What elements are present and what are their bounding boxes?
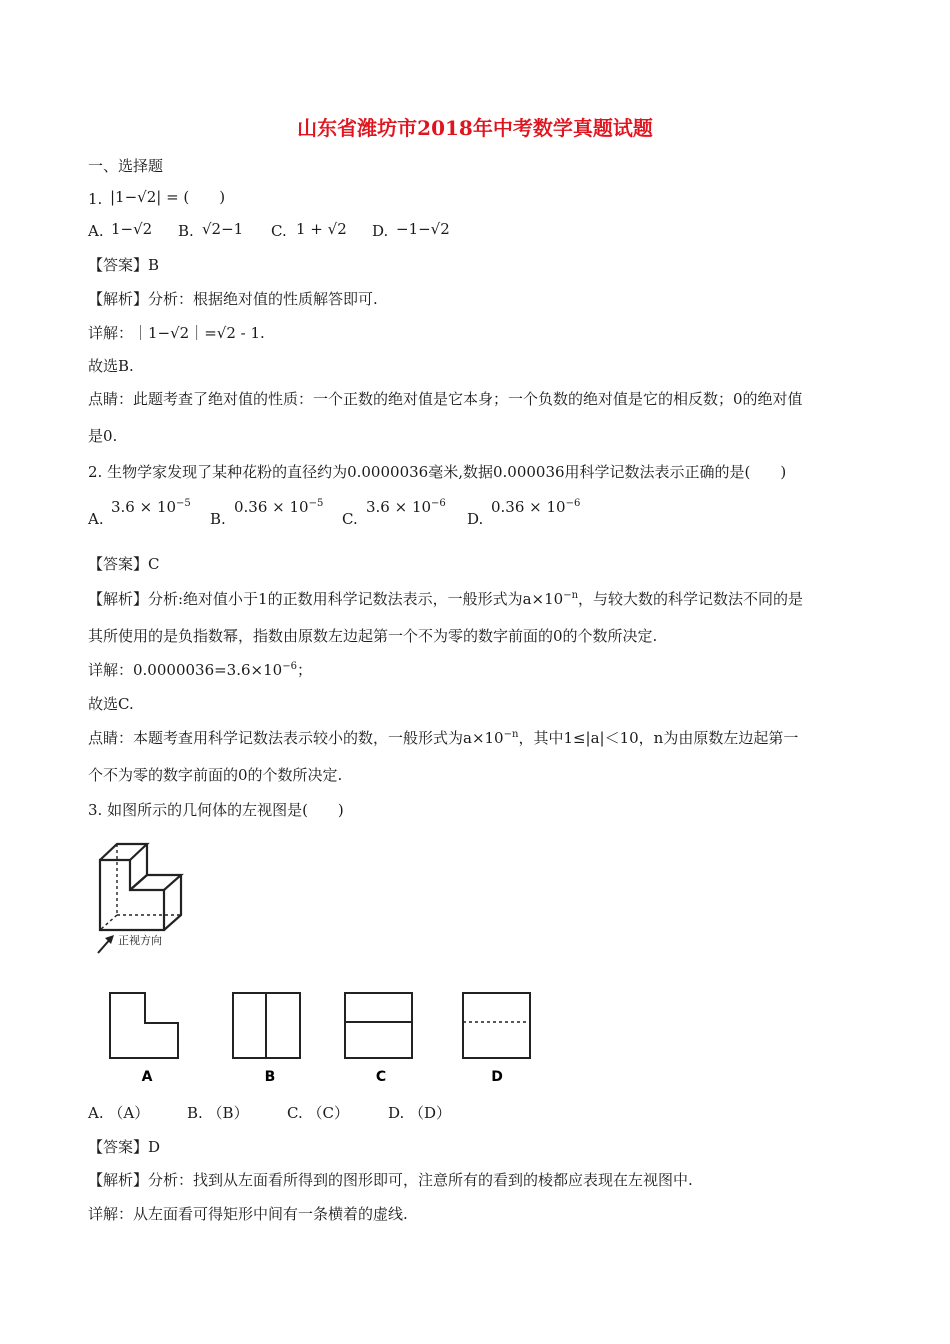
q2-option-d: $0.36 \times 10^{-6}$ [491,498,581,516]
q1-option-d-letter: D. [372,222,389,240]
q1-option-c: 1 + √2 [296,220,347,238]
direction-label: 正视方向 [118,934,162,947]
q3-option-c: C. （C） [287,1104,349,1122]
q2-option-a: $3.6 \times 10^{-5}$ [111,498,191,516]
section-heading: 一、选择题 [88,157,164,175]
q3-analysis: 【解析】分析：找到从左面看所得到的图形即可，注意所有的看到的棱都应表现在左视图中. [88,1171,693,1189]
q2-comment-line2: 个不为零的数字前面的0的个数所决定. [88,766,343,784]
option-d-shape [463,993,530,1058]
q3-option-d: D. （D） [388,1104,452,1122]
q1-comment-line2: 是0. [88,427,118,445]
q1-stem: |1−√2| = ( ) [110,188,226,206]
q3-stem: 3. 如图所示的几何体的左视图是( ) [88,801,344,819]
q2-option-c: $3.6 \times 10^{-6}$ [366,498,446,516]
q3-answer: 【答案】D [88,1138,161,1156]
q2-option-a-letter: A. [88,510,104,528]
q2-option-c-letter: C. [342,510,358,528]
q2-analysis-line2: 其所使用的是负指数幂，指数由原数左边起第一个不为零的数字前面的0的个数所决定. [88,627,658,645]
q2-comment-line1: 点睛：本题考查用科学记数法表示较小的数，一般形式为$a\times 10^{-n}$，其中1≤|a|＜10，n为由原数左边起第一 [88,729,799,747]
q1-comment-line1: 点睛：此题考查了绝对值的性质：一个正数的绝对值是它本身；一个负数的绝对值是它的相反数；0的绝对值 [88,390,803,408]
figure-label-a: A [141,1069,153,1085]
q1-option-a: 1−√2 [111,220,153,238]
q2-choose: 故选C. [88,695,134,713]
q2-option-d-letter: D. [467,510,484,528]
view-options-figure [100,985,550,1085]
q1-option-d: −1−√2 [396,220,450,238]
figure-label-c: C [375,1069,387,1085]
option-a-shape [110,993,178,1058]
q2-detail: 详解：$0.0000036=3.6\times 10^{-6}$； [88,661,312,679]
q1-detail: 详解：｜1−√2｜=√2 - 1. [88,324,265,342]
q1-option-b-letter: B. [178,222,194,240]
q2-option-b: $0.36 \times 10^{-5}$ [234,498,324,516]
figure-label-b: B [264,1069,276,1085]
q1-analysis: 【解析】分析：根据绝对值的性质解答即可. [88,290,378,308]
q1-choose: 故选B. [88,357,134,375]
q2-answer: 【答案】C [88,555,160,573]
q2-stem: 2. 生物学家发现了某种花粉的直径约为0.0000036毫米,数据0.000036用科学记数法表示正确的是( ) [88,463,787,481]
q1-option-a-letter: A. [88,222,104,240]
page-title: 山东省潍坊市2018年中考数学真题试题 [297,116,653,140]
option-c-shape [345,993,412,1058]
q3-option-b: B. （B） [187,1104,249,1122]
q2-analysis-line1: 【解析】分析:绝对值小于1的正数用科学记数法表示，一般形式为$a\times 10^{-n}$，与较大数的科学记数法不同的是 [88,590,804,608]
q1-answer: 【答案】B [88,256,160,274]
q1-option-c-letter: C. [271,222,287,240]
q1-number: 1. [88,190,103,208]
figure-label-d: D [491,1069,503,1085]
q3-option-a: A. （A） [88,1104,150,1122]
q3-detail: 详解：从左面看可得矩形中间有一条横着的虚线. [88,1205,408,1223]
q2-option-b-letter: B. [210,510,226,528]
q1-option-b: √2−1 [202,220,244,238]
